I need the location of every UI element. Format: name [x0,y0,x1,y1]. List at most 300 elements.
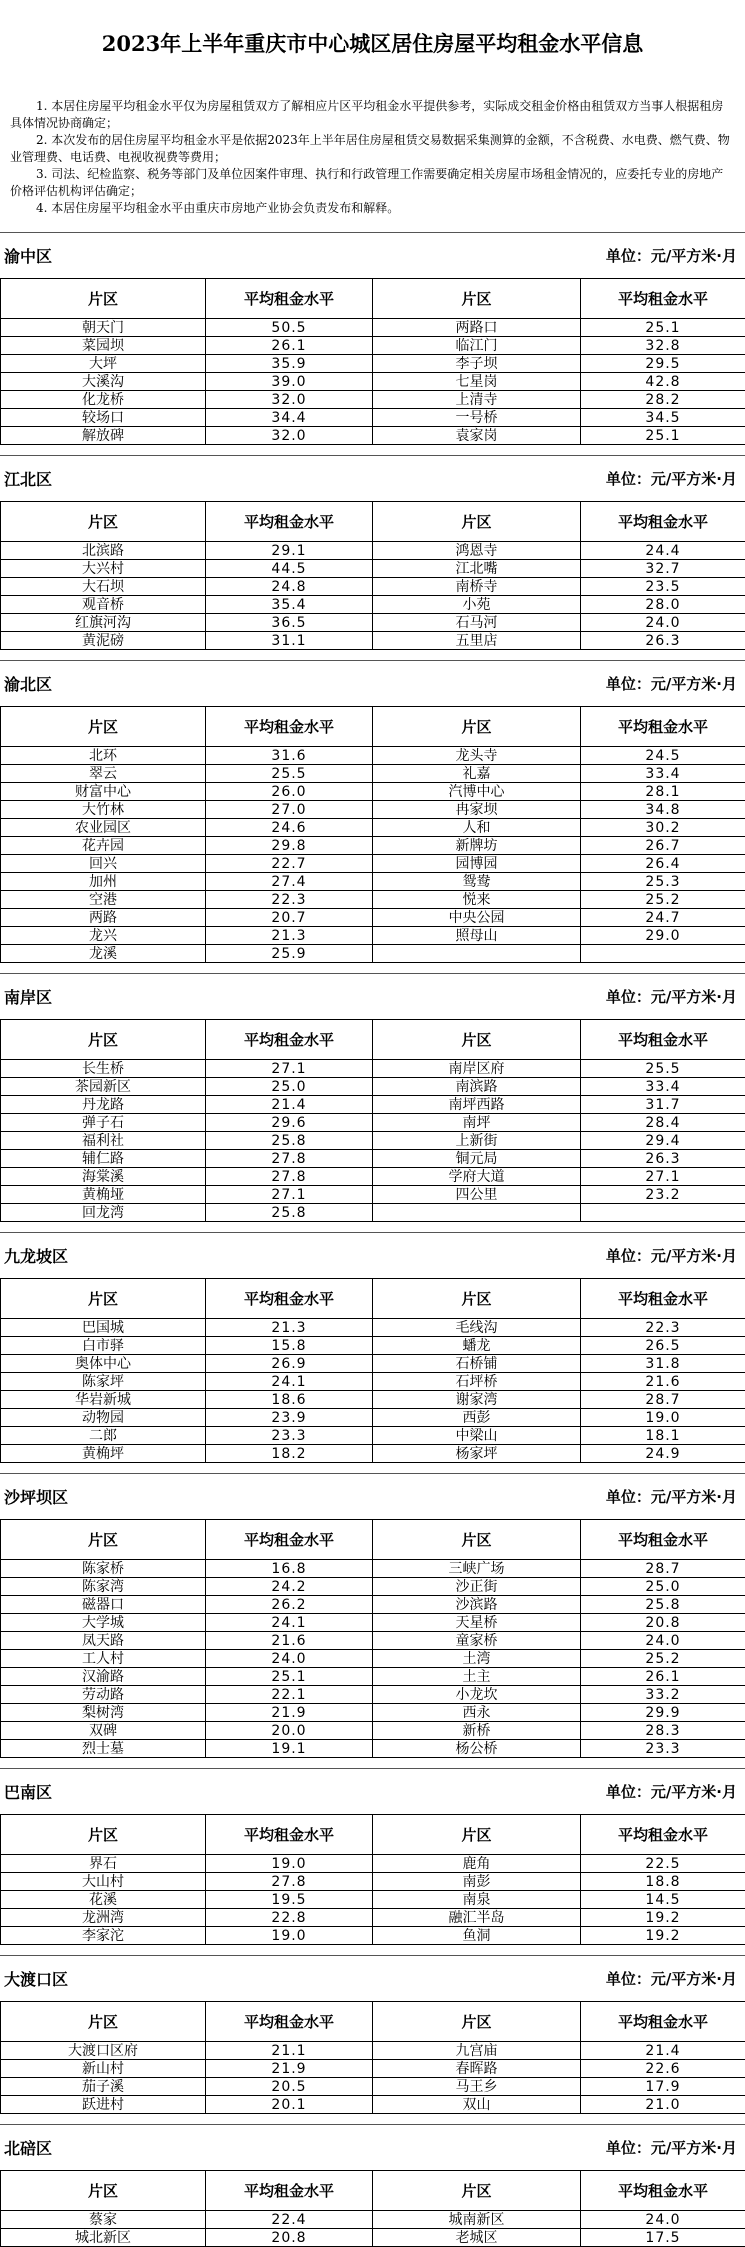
area-name-cell: 北环 [1,747,206,765]
rent-table [0,1278,745,1463]
table-row [1,1114,745,1132]
rent-value-cell: 31.6 [206,747,373,765]
area-name-cell: 汉渝路 [1,1668,206,1686]
area-name-cell: 中梁山 [373,1427,581,1445]
rent-value-cell: 23.3 [581,1740,745,1758]
table-row [1,409,745,427]
rent-table [0,1019,745,1222]
rent-value-cell: 25.1 [581,427,745,445]
district-header [0,455,745,501]
rent-value-cell: 17.9 [581,2078,745,2096]
column-header-rent: 平均租金水平 [581,2002,745,2042]
rent-value-cell: 29.6 [206,1114,373,1132]
district-name: 沙坪坝区 [4,1485,68,1508]
area-name-cell: 西彭 [373,1409,581,1427]
unit-label: 单位：元/平方米·月 [606,468,737,489]
area-name-cell: 毛线沟 [373,1319,581,1337]
area-name-cell: 凤天路 [1,1632,206,1650]
area-name-cell: 工人村 [1,1650,206,1668]
table-header-row [1,1020,745,1060]
unit-label: 单位：元/平方米·月 [606,245,737,266]
unit-label: 单位：元/平方米·月 [606,1968,737,1989]
area-name-cell: 南岸区府 [373,1060,581,1078]
rent-value-cell: 24.6 [206,819,373,837]
area-name-cell: 黄桷坪 [1,1445,206,1463]
rent-value-cell: 24.9 [581,1445,745,1463]
column-header-area: 片区 [373,2002,581,2042]
table-row [1,2060,745,2078]
rent-value-cell: 34.8 [581,801,745,819]
area-name-cell: 谢家湾 [373,1391,581,1409]
district-header [0,1473,745,1519]
rent-value-cell: 28.3 [581,1722,745,1740]
rent-value-cell: 33.4 [581,765,745,783]
area-name-cell: 七星岗 [373,373,581,391]
rent-value-cell: 25.3 [581,873,745,891]
rent-value-cell: 27.0 [206,801,373,819]
column-header-rent: 平均租金水平 [581,1020,745,1060]
rent-value-cell: 24.2 [206,1578,373,1596]
rent-value-cell: 21.6 [206,1632,373,1650]
rent-value-cell: 35.4 [206,596,373,614]
column-header-area: 片区 [1,1815,206,1855]
table-row [1,614,745,632]
area-name-cell: 茶园新区 [1,1078,206,1096]
rent-value-cell: 33.4 [581,1078,745,1096]
area-name-cell: 西永 [373,1704,581,1722]
area-name-cell: 土湾 [373,1650,581,1668]
rent-value-cell: 32.7 [581,560,745,578]
rent-value-cell: 22.3 [581,1319,745,1337]
table-row [1,373,745,391]
column-header-area: 片区 [373,279,581,319]
area-name-cell: 马王乡 [373,2078,581,2096]
rent-value-cell: 26.4 [581,855,745,873]
table-row [1,747,745,765]
column-header-rent: 平均租金水平 [581,1815,745,1855]
district-name: 巴南区 [4,1780,52,1803]
rent-value-cell: 26.1 [581,1668,745,1686]
area-name-cell: 花卉园 [1,837,206,855]
table-row [1,855,745,873]
rent-value-cell: 20.0 [206,1722,373,1740]
rent-value-cell: 50.5 [206,319,373,337]
table-header-row [1,279,745,319]
section-gap [0,963,745,973]
table-header-row [1,1815,745,1855]
table-row [1,355,745,373]
area-name-cell: 龙头寺 [373,747,581,765]
rent-value-cell: 32.0 [206,391,373,409]
rent-value-cell: 28.7 [581,1560,745,1578]
rent-value-cell: 27.8 [206,1168,373,1186]
table-header-row [1,2002,745,2042]
rent-value-cell: 25.5 [206,765,373,783]
area-name-cell: 界石 [1,1855,206,1873]
rent-value-cell: 28.7 [581,1391,745,1409]
rent-value-cell: 34.5 [581,409,745,427]
table-row [1,632,745,650]
rent-value-cell: 20.5 [206,2078,373,2096]
unit-label: 单位：元/平方米·月 [606,986,737,1007]
table-row [1,337,745,355]
table-row [1,427,745,445]
table-row [1,1204,745,1222]
area-name-cell: 石坪桥 [373,1373,581,1391]
area-name-cell: 石桥铺 [373,1355,581,1373]
district-name: 大渡口区 [4,1967,68,1990]
rent-value-cell: 19.0 [206,1927,373,1945]
table-row [1,1060,745,1078]
area-name-cell: 弹子石 [1,1114,206,1132]
rent-value-cell [581,1204,745,1222]
rent-value-cell: 16.8 [206,1560,373,1578]
rent-value-cell: 25.0 [206,1078,373,1096]
column-header-rent: 平均租金水平 [581,279,745,319]
rent-value-cell: 25.2 [581,891,745,909]
district-header [0,973,745,1019]
area-name-cell: 丹龙路 [1,1096,206,1114]
rent-value-cell: 29.9 [581,1704,745,1722]
table-row [1,1704,745,1722]
table-row [1,1096,745,1114]
area-name-cell: 天星桥 [373,1614,581,1632]
area-name-cell: 奥体中心 [1,1355,206,1373]
column-header-area: 片区 [373,1520,581,1560]
area-name-cell: 新桥 [373,1722,581,1740]
rent-value-cell: 19.1 [206,1740,373,1758]
unit-label: 单位：元/平方米·月 [606,1486,737,1507]
area-name-cell: 陈家坪 [1,1373,206,1391]
rent-value-cell: 28.0 [581,596,745,614]
column-header-area: 片区 [373,1815,581,1855]
district-name: 北碚区 [4,2136,52,2159]
rent-table [0,278,745,445]
area-name-cell: 人和 [373,819,581,837]
rent-value-cell: 25.1 [581,319,745,337]
rent-table [0,501,745,650]
area-name-cell: 梨树湾 [1,1704,206,1722]
rent-value-cell: 24.0 [206,1650,373,1668]
table-row [1,1337,745,1355]
column-header-area: 片区 [373,1279,581,1319]
table-row [1,873,745,891]
area-name-cell: 一号桥 [373,409,581,427]
rent-value-cell: 27.1 [206,1186,373,1204]
table-row [1,1150,745,1168]
rent-table [0,2001,745,2114]
rent-table [0,1814,745,1945]
area-name-cell: 黄桷垭 [1,1186,206,1204]
column-header-area: 片区 [373,1020,581,1060]
table-row [1,1391,745,1409]
table-header-row [1,502,745,542]
table-row [1,1855,745,1873]
area-name-cell: 鸳鸯 [373,873,581,891]
rent-value-cell: 21.3 [206,927,373,945]
rent-value-cell: 22.7 [206,855,373,873]
area-name-cell: 红旗河沟 [1,614,206,632]
area-name-cell: 上新街 [373,1132,581,1150]
rent-value-cell: 33.2 [581,1686,745,1704]
area-name-cell: 北滨路 [1,542,206,560]
column-header-rent: 平均租金水平 [581,1279,745,1319]
rent-value-cell: 22.4 [206,2211,373,2229]
area-name-cell: 福利社 [1,1132,206,1150]
column-header-rent: 平均租金水平 [206,1520,373,1560]
unit-label: 单位：元/平方米·月 [606,673,737,694]
table-row [1,1078,745,1096]
table-header-row [1,2171,745,2211]
rent-value-cell: 23.9 [206,1409,373,1427]
rent-value-cell: 21.3 [206,1319,373,1337]
area-name-cell: 两路 [1,909,206,927]
table-row [1,1409,745,1427]
area-name-cell: 翠云 [1,765,206,783]
area-name-cell: 动物园 [1,1409,206,1427]
rent-value-cell: 26.3 [581,632,745,650]
area-name-cell: 花溪 [1,1891,206,1909]
table-row [1,927,745,945]
area-name-cell: 化龙桥 [1,391,206,409]
column-header-rent: 平均租金水平 [206,279,373,319]
rent-value-cell: 24.0 [581,2211,745,2229]
area-name-cell: 解放碑 [1,427,206,445]
rent-value-cell: 19.0 [206,1855,373,1873]
area-name-cell: 悦来 [373,891,581,909]
rent-value-cell: 22.6 [581,2060,745,2078]
rent-value-cell: 21.9 [206,2060,373,2078]
table-row [1,1355,745,1373]
area-name-cell: 上清寺 [373,391,581,409]
rent-value-cell: 15.8 [206,1337,373,1355]
rent-value-cell: 22.5 [581,1855,745,1873]
rent-value-cell: 22.1 [206,1686,373,1704]
area-name-cell: 二郎 [1,1427,206,1445]
rent-value-cell: 25.1 [206,1668,373,1686]
rent-value-cell: 18.8 [581,1873,745,1891]
rent-value-cell: 26.3 [581,1150,745,1168]
column-header-area: 片区 [1,2002,206,2042]
column-header-rent: 平均租金水平 [581,707,745,747]
area-name-cell: 海棠溪 [1,1168,206,1186]
area-name-cell: 南彭 [373,1873,581,1891]
area-name-cell: 朝天门 [1,319,206,337]
section-gap [0,1758,745,1768]
rent-value-cell: 20.7 [206,909,373,927]
area-name-cell: 小苑 [373,596,581,614]
area-name-cell: 辅仁路 [1,1150,206,1168]
rent-value-cell: 30.2 [581,819,745,837]
column-header-rent: 平均租金水平 [206,1279,373,1319]
area-name-cell: 五里店 [373,632,581,650]
table-row [1,891,745,909]
area-name-cell: 双碑 [1,1722,206,1740]
table-row [1,596,745,614]
section-gap [0,1463,745,1473]
section-gap [0,650,745,660]
rent-value-cell: 31.7 [581,1096,745,1114]
area-name-cell: 南滨路 [373,1078,581,1096]
rent-value-cell: 29.1 [206,542,373,560]
table-row [1,783,745,801]
area-name-cell: 新牌坊 [373,837,581,855]
table-row [1,1722,745,1740]
rent-value-cell: 17.5 [581,2229,745,2247]
area-name-cell [373,945,581,963]
table-row [1,801,745,819]
rent-value-cell: 44.5 [206,560,373,578]
section-gap [0,1222,745,1232]
rent-value-cell: 25.0 [581,1578,745,1596]
rent-value-cell: 27.8 [206,1873,373,1891]
column-header-area: 片区 [1,1020,206,1060]
rent-value-cell: 29.5 [581,355,745,373]
column-header-area: 片区 [1,502,206,542]
rent-value-cell: 27.4 [206,873,373,891]
rent-value-cell: 24.0 [581,614,745,632]
column-header-area: 片区 [373,2171,581,2211]
area-name-cell: 袁家岗 [373,427,581,445]
area-name-cell: 大学城 [1,1614,206,1632]
area-name-cell: 李家沱 [1,1927,206,1945]
rent-value-cell: 25.9 [206,945,373,963]
district-name: 江北区 [4,467,52,490]
area-name-cell: 南泉 [373,1891,581,1909]
rent-table [0,1519,745,1758]
area-name-cell: 陈家湾 [1,1578,206,1596]
rent-value-cell: 32.0 [206,427,373,445]
rent-value-cell: 27.8 [206,1150,373,1168]
area-name-cell: 大兴村 [1,560,206,578]
area-name-cell: 小龙坎 [373,1686,581,1704]
table-row [1,319,745,337]
rent-value-cell: 24.5 [581,747,745,765]
area-name-cell: 杨公桥 [373,1740,581,1758]
area-name-cell: 石马河 [373,614,581,632]
district-header [0,2124,745,2170]
area-name-cell: 陈家桥 [1,1560,206,1578]
area-name-cell: 土主 [373,1668,581,1686]
area-name-cell: 九宫庙 [373,2042,581,2060]
rent-value-cell: 18.6 [206,1391,373,1409]
rent-value-cell: 21.0 [581,2096,745,2114]
area-name-cell: 华岩新城 [1,1391,206,1409]
table-header-row [1,1520,745,1560]
area-name-cell: 龙兴 [1,927,206,945]
table-row [1,1909,745,1927]
table-row [1,1650,745,1668]
area-name-cell: 农业园区 [1,819,206,837]
area-name-cell: 江北嘴 [373,560,581,578]
table-row [1,1427,745,1445]
area-name-cell [373,1204,581,1222]
column-header-area: 片区 [1,279,206,319]
area-name-cell: 蟠龙 [373,1337,581,1355]
section-gap [0,1945,745,1955]
rent-value-cell: 31.1 [206,632,373,650]
area-name-cell: 融汇半岛 [373,1909,581,1927]
rent-value-cell [581,945,745,963]
table-row [1,1873,745,1891]
rent-value-cell: 32.8 [581,337,745,355]
rent-value-cell: 39.0 [206,373,373,391]
area-name-cell: 回龙湾 [1,1204,206,1222]
rent-value-cell: 21.9 [206,1704,373,1722]
area-name-cell: 沙滨路 [373,1596,581,1614]
area-name-cell: 跃进村 [1,2096,206,2114]
area-name-cell: 劳动路 [1,1686,206,1704]
area-name-cell: 巴国城 [1,1319,206,1337]
area-name-cell: 长生桥 [1,1060,206,1078]
area-name-cell: 烈士墓 [1,1740,206,1758]
table-row [1,2096,745,2114]
table-row [1,765,745,783]
table-header-row [1,707,745,747]
area-name-cell: 鱼洞 [373,1927,581,1945]
table-row [1,560,745,578]
area-name-cell: 城南新区 [373,2211,581,2229]
area-name-cell: 观音桥 [1,596,206,614]
table-row [1,1927,745,1945]
table-row [1,1560,745,1578]
area-name-cell: 春晖路 [373,2060,581,2078]
unit-label: 单位：元/平方米·月 [606,2137,737,2158]
rent-value-cell: 18.2 [206,1445,373,1463]
note-4: 4. 本居住房屋平均租金水平由重庆市房地产业协会负责发布和解释。 [10,200,735,217]
rent-value-cell: 29.4 [581,1132,745,1150]
note-2: 2. 本次发布的居住房屋平均租金水平是依据2023年上半年居住房屋租赁交易数据采集测算的金额，不含税费、水电费、燃气费、物业管理费、电话费、电视收视费等费用； [10,132,735,166]
rent-value-cell: 27.1 [206,1060,373,1078]
area-name-cell: 汽博中心 [373,783,581,801]
area-name-cell: 蔡家 [1,2211,206,2229]
area-name-cell: 铜元局 [373,1150,581,1168]
rent-value-cell: 25.8 [581,1596,745,1614]
area-name-cell: 照母山 [373,927,581,945]
section-gap [0,2114,745,2124]
rent-value-cell: 42.8 [581,373,745,391]
section-gap [0,445,745,455]
rent-value-cell: 34.4 [206,409,373,427]
area-name-cell: 南坪 [373,1114,581,1132]
table-row [1,1578,745,1596]
district-header [0,1232,745,1278]
area-name-cell: 菜园坝 [1,337,206,355]
rent-value-cell: 14.5 [581,1891,745,1909]
area-name-cell: 两路口 [373,319,581,337]
rent-value-cell: 36.5 [206,614,373,632]
area-name-cell: 南坪西路 [373,1096,581,1114]
table-row [1,2078,745,2096]
rent-value-cell: 35.9 [206,355,373,373]
table-row [1,1614,745,1632]
area-name-cell: 李子坝 [373,355,581,373]
area-name-cell: 白市驿 [1,1337,206,1355]
rent-value-cell: 19.5 [206,1891,373,1909]
column-header-rent: 平均租金水平 [206,2002,373,2042]
column-header-area: 片区 [1,2171,206,2211]
column-header-rent: 平均租金水平 [581,502,745,542]
table-row [1,945,745,963]
area-name-cell: 茄子溪 [1,2078,206,2096]
area-name-cell: 双山 [373,2096,581,2114]
rent-value-cell: 22.8 [206,1909,373,1927]
rent-value-cell: 19.2 [581,1909,745,1927]
area-name-cell: 财富中心 [1,783,206,801]
rent-value-cell: 20.1 [206,2096,373,2114]
rent-value-cell: 29.8 [206,837,373,855]
table-row [1,1445,745,1463]
